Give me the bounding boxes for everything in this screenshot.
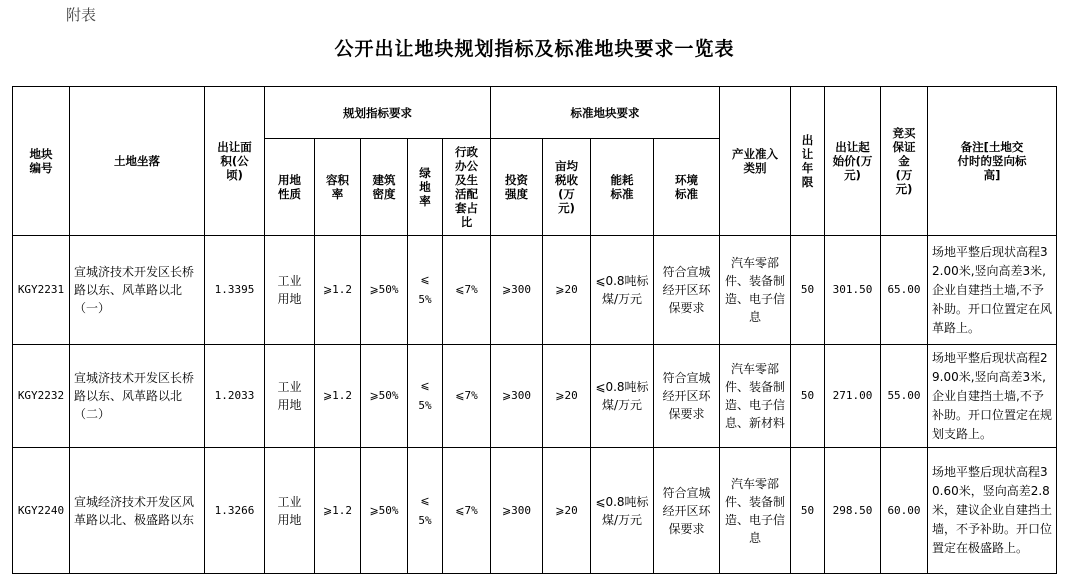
table-row [13, 236, 1057, 345]
location-cell: 宣城济技术开发区长桥路以东、风革路以北（一） [70, 236, 205, 345]
admin-ratio-cell: ⩽7% [443, 236, 491, 345]
header-energy: 能耗标准 [591, 139, 654, 236]
location-cell: 宣城济技术开发区长桥路以东、风革路以北（二） [70, 345, 205, 448]
plot-ratio-cell: ⩾1.2 [315, 236, 361, 345]
parcel-no-cell: KGY2240 [13, 448, 70, 574]
term-cell: 50 [791, 236, 825, 345]
page-title: 公开出让地块规划指标及标准地块要求一览表 [334, 38, 735, 60]
plot-ratio-cell: ⩾1.2 [315, 448, 361, 574]
table-row [13, 345, 1057, 448]
land-use-cell: 工业用地 [265, 345, 315, 448]
land-use-cell: 工业用地 [265, 448, 315, 574]
header-area: 出让面积(公顷) [205, 87, 265, 236]
start-price-cell: 301.50 [825, 236, 881, 345]
table-row [13, 448, 1057, 574]
header-term: 出让年限 [791, 87, 825, 236]
header-investment-intensity: 投资强度 [491, 139, 543, 236]
deposit-cell: 65.00 [881, 236, 928, 345]
environment-cell: 符合宣城经开区环保要求 [654, 448, 720, 574]
parcel-no-cell: KGY2232 [13, 345, 70, 448]
investment-intensity-cell: ⩾300 [491, 236, 543, 345]
area-cell: 1.3395 [205, 236, 265, 345]
industry-cell: 汽车零部件、装备制造、电子信息、新材料 [720, 345, 791, 448]
area-cell: 1.3266 [205, 448, 265, 574]
header-planning-group: 规划指标要求 [265, 87, 491, 139]
admin-ratio-cell: ⩽7% [443, 345, 491, 448]
location-cell: 宣城经济技术开发区风革路以北、极盛路以东 [70, 448, 205, 574]
energy-cell: ⩽0.8吨标煤/万元 [591, 236, 654, 345]
area-cell: 1.2033 [205, 345, 265, 448]
header-industry: 产业准入类别 [720, 87, 791, 236]
header-deposit: 竞买保证金(万元) [881, 87, 928, 236]
energy-cell: ⩽0.8吨标煤/万元 [591, 448, 654, 574]
parcel-no-cell: KGY2231 [13, 236, 70, 345]
start-price-cell: 298.50 [825, 448, 881, 574]
investment-intensity-cell: ⩾300 [491, 345, 543, 448]
header-green-rate: 绿地率 [408, 139, 443, 236]
header-plot-ratio: 容积率 [315, 139, 361, 236]
green-rate-cell: ⩽5% [408, 448, 443, 574]
header-land-use: 用地性质 [265, 139, 315, 236]
building-density-cell: ⩾50% [361, 448, 408, 574]
tax-per-mu-cell: ⩾20 [543, 345, 591, 448]
header-building-density: 建筑密度 [361, 139, 408, 236]
tax-per-mu-cell: ⩾20 [543, 448, 591, 574]
header-tax-per-mu: 亩均税收(万元) [543, 139, 591, 236]
building-density-cell: ⩾50% [361, 345, 408, 448]
term-cell: 50 [791, 345, 825, 448]
header-location: 土地坐落 [70, 87, 205, 236]
deposit-cell: 55.00 [881, 345, 928, 448]
plot-ratio-cell: ⩾1.2 [315, 345, 361, 448]
energy-cell: ⩽0.8吨标煤/万元 [591, 345, 654, 448]
land-use-cell: 工业用地 [265, 236, 315, 345]
term-cell: 50 [791, 448, 825, 574]
green-rate-cell: ⩽5% [408, 345, 443, 448]
header-start-price: 出让起始价(万元) [825, 87, 881, 236]
header-environment: 环境标准 [654, 139, 720, 236]
environment-cell: 符合宣城经开区环保要求 [654, 345, 720, 448]
remarks-cell: 场地平整后现状高程30.60米，竖向高差2.8米，建议企业自建挡土墙，不予补助。开口位置定在极盛路上。 [928, 448, 1057, 574]
building-density-cell: ⩾50% [361, 236, 408, 345]
investment-intensity-cell: ⩾300 [491, 448, 543, 574]
appendix-label: 附表 [66, 6, 97, 24]
parcel-table [12, 86, 1057, 574]
deposit-cell: 60.00 [881, 448, 928, 574]
tax-per-mu-cell: ⩾20 [543, 236, 591, 345]
start-price-cell: 271.00 [825, 345, 881, 448]
header-remarks: 备注[土地交付时的竖向标高] [928, 87, 1057, 236]
industry-cell: 汽车零部件、装备制造、电子信息 [720, 236, 791, 345]
header-parcel-no: 地块编号 [13, 87, 70, 236]
green-rate-cell: ⩽5% [408, 236, 443, 345]
industry-cell: 汽车零部件、装备制造、电子信息 [720, 448, 791, 574]
remarks-cell: 场地平整后现状高程32.00米,竖向高差3米,企业自建挡土墙,不予补助。开口位置定在风革路上。 [928, 236, 1057, 345]
remarks-cell: 场地平整后现状高程29.00米,竖向高差3米,企业自建挡土墙,不予补助。开口位置定在规划支路上。 [928, 345, 1057, 448]
header-row-1 [13, 87, 1057, 139]
environment-cell: 符合宣城经开区环保要求 [654, 236, 720, 345]
admin-ratio-cell: ⩽7% [443, 448, 491, 574]
header-admin-ratio: 行政办公及生活配套占比 [443, 139, 491, 236]
header-standard-group: 标准地块要求 [491, 87, 720, 139]
